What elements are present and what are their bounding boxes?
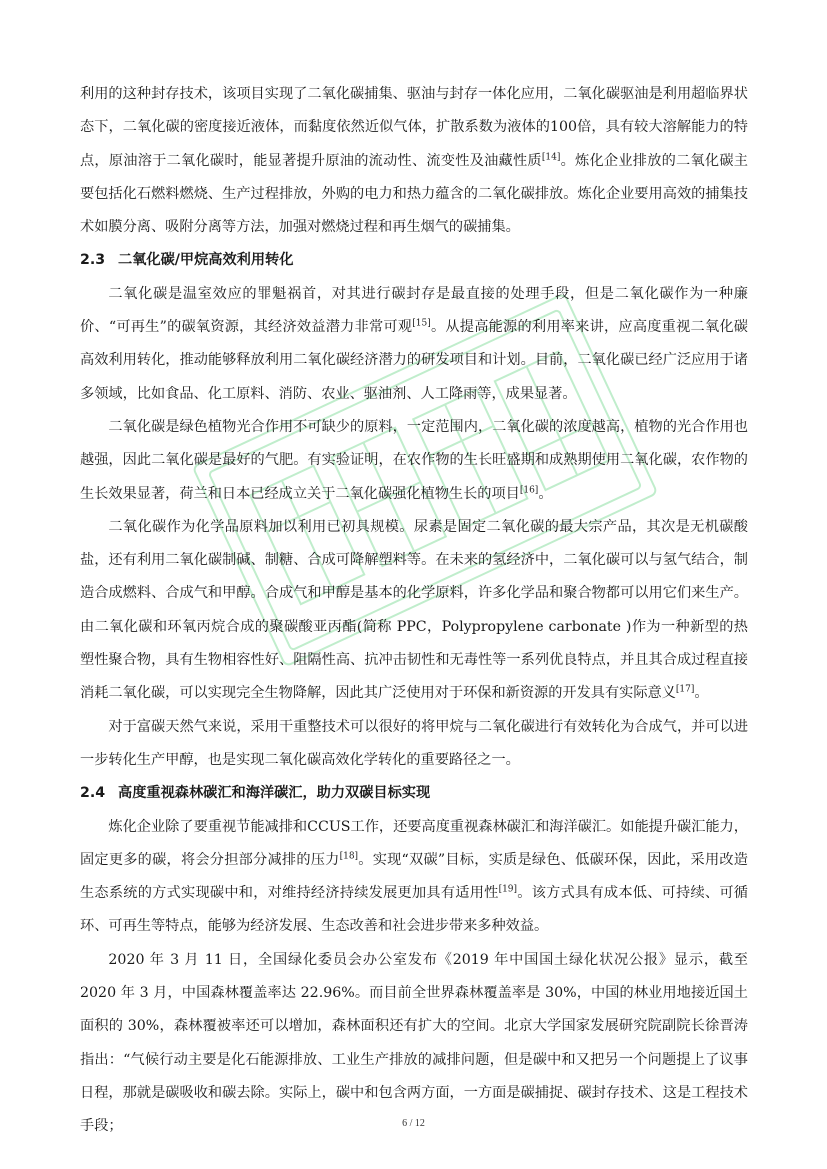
body-paragraph [80,811,748,944]
body-paragraph [80,711,748,778]
citation-ref: [17] [675,684,695,695]
body-paragraph [80,411,748,511]
section-heading [80,777,748,810]
body-paragraph [80,278,748,411]
page-number: 6 / 12 [402,1118,425,1129]
citation-ref: [14] [541,151,561,162]
citation-ref: [19] [498,884,518,895]
body-paragraph [80,944,748,1144]
citation-ref: [18] [339,851,359,862]
paragraph-text: 二氧化碳是绿色植物光合作用不可缺少的原料，一定范围内，二氧化碳的浓度越高，植物的光合作用也越强，因此二氧化碳是最好的气肥。有实验证明，在农作物的生长旺盛期和成熟期使用二氧化碳，农作物的生长效果显著，荷兰和日本已经成立关于二氧化碳强化植物生长的项目 [80,418,748,502]
paragraph-text: 对于富碳天然气来说，采用干重整技术可以很好的将甲烷与二氧化碳进行有效转化为合成气，并可以进一步转化生产甲醇，也是实现二氧化碳高效化学转化的重要路径之一。 [80,718,748,768]
paragraph-text: 二氧化碳是温室效应的罪魁祸首，对其进行碳封存是最直接的处理手段，但是二氧化碳作为一种廉价、“可再生”的碳氧资源，其经济效益潜力非常可观 [80,285,748,336]
paragraph-text: 。从提高能源的利用率来讲，应高度重视二氧化碳高效利用转化，推动能够释放利用二氧化碳经济潜力的研发项目和计划。目前，二氧化碳已经广泛应用于诸多领域，比如食品、化工原料、消防、农业、驱油剂、人工降雨等，成果显著。 [80,319,748,402]
paragraph-text: 。该方式具有成本低、可持续、可循环、可再生等特点，能够为经济发展、生态改善和社会进步带来多种效益。 [80,885,748,935]
paragraph-text: 。炼化企业排放的二氧化碳主要包括化石燃料燃烧、生产过程排放，外购的电力和热力蕴含的二氧化碳排放。炼化企业要用高效的捕集技术如膜分离、吸附分离等方法，加强对燃烧过程和再生烟气的碳捕集。 [80,152,748,236]
section-number: 2.4 [80,785,106,802]
body-paragraph [80,511,748,711]
paragraph-text: 。 [538,485,553,502]
body-paragraph [80,78,748,244]
paragraph-text: 。实现“双碳”目标，实质是绿色、低碳环保，因此，采用改造生态系统的方式实现碳中和，对维持经济持续发展更加具有适用性 [80,851,748,902]
paragraph-text: 。 [694,685,709,702]
paragraph-text: 2020 年 3 月 11 日，全国绿化委员会办公室发布《2019 年中国国土绿化状况公报》显示，截至 2020 年 3 月，中国森林覆盖率达 22.96%。而目前全世界森林覆盖率是 30%，中国的林业用地接近国土面积的 30%，森林覆被率还可以增加，森林面积还有扩大的空间。北京大学国家发展研究院副院长徐晋涛指出：“气候行动主要是化石能源排放、工业生产排放的减排问题，但是碳中和又把另一个问题提上了议事日程，那就是碳吸收和碳去除。实际上，碳中和包含两方面，一方面是碳捕捉、碳封存技术、这是工程技术手段； [80,951,748,1135]
citation-ref: [15] [412,318,431,329]
citation-ref: [16] [519,484,539,495]
section-heading [80,244,748,277]
paragraph-text: 炼化企业除了要重视节能减排和CCUS工作，还要高度重视森林碳汇和海洋碳汇。如能提升碳汇能力，固定更多的碳，将会分担部分减排的压力 [80,818,748,868]
section-title: 高度重视森林碳汇和海洋碳汇，助力双碳目标实现 [118,785,431,802]
paragraph-text: 二氧化碳作为化学品原料加以利用已初具规模。尿素是固定二氧化碳的最大宗产品，其次是无机碳酸盐，还有利用二氧化碳制碱、制糖、合成可降解塑料等。在未来的氢经济中，二氧化碳可以与氢气结合，制造合成燃料、合成气和甲醇。合成气和甲醇是基本的化学原料，许多化学品和聚合物都可以用它们来生产。由二氧化碳和环氧丙烷合成的聚碳酸亚丙酯(简称 PPC，Polypropylene carbonate )作为一种新型的热塑性聚合物，具有生物相容性好、阻隔性高、抗冲击韧性和无毒性等一系列优良特点，并且其合成过程直接消耗二氧化碳，可以实现完全生物降解，因此其广泛使用对于环保和新资源的开发具有实际意义 [80,518,748,702]
section-title: 二氧化碳/甲烷高效利用转化 [118,252,294,269]
paragraph-text: 利用的这种封存技术，该项目实现了二氧化碳捕集、驱油与封存一体化应用，二氧化碳驱油是利用超临界状态下，二氧化碳的密度接近液体，而黏度依然近似气体，扩散系数为液体的100倍，具有较大溶解能力的特点，原油溶于二氧化碳时，能显著提升原油的流动性、流变性及油藏性质 [80,86,748,169]
article-body [80,78,748,1144]
section-number: 2.3 [80,252,106,269]
